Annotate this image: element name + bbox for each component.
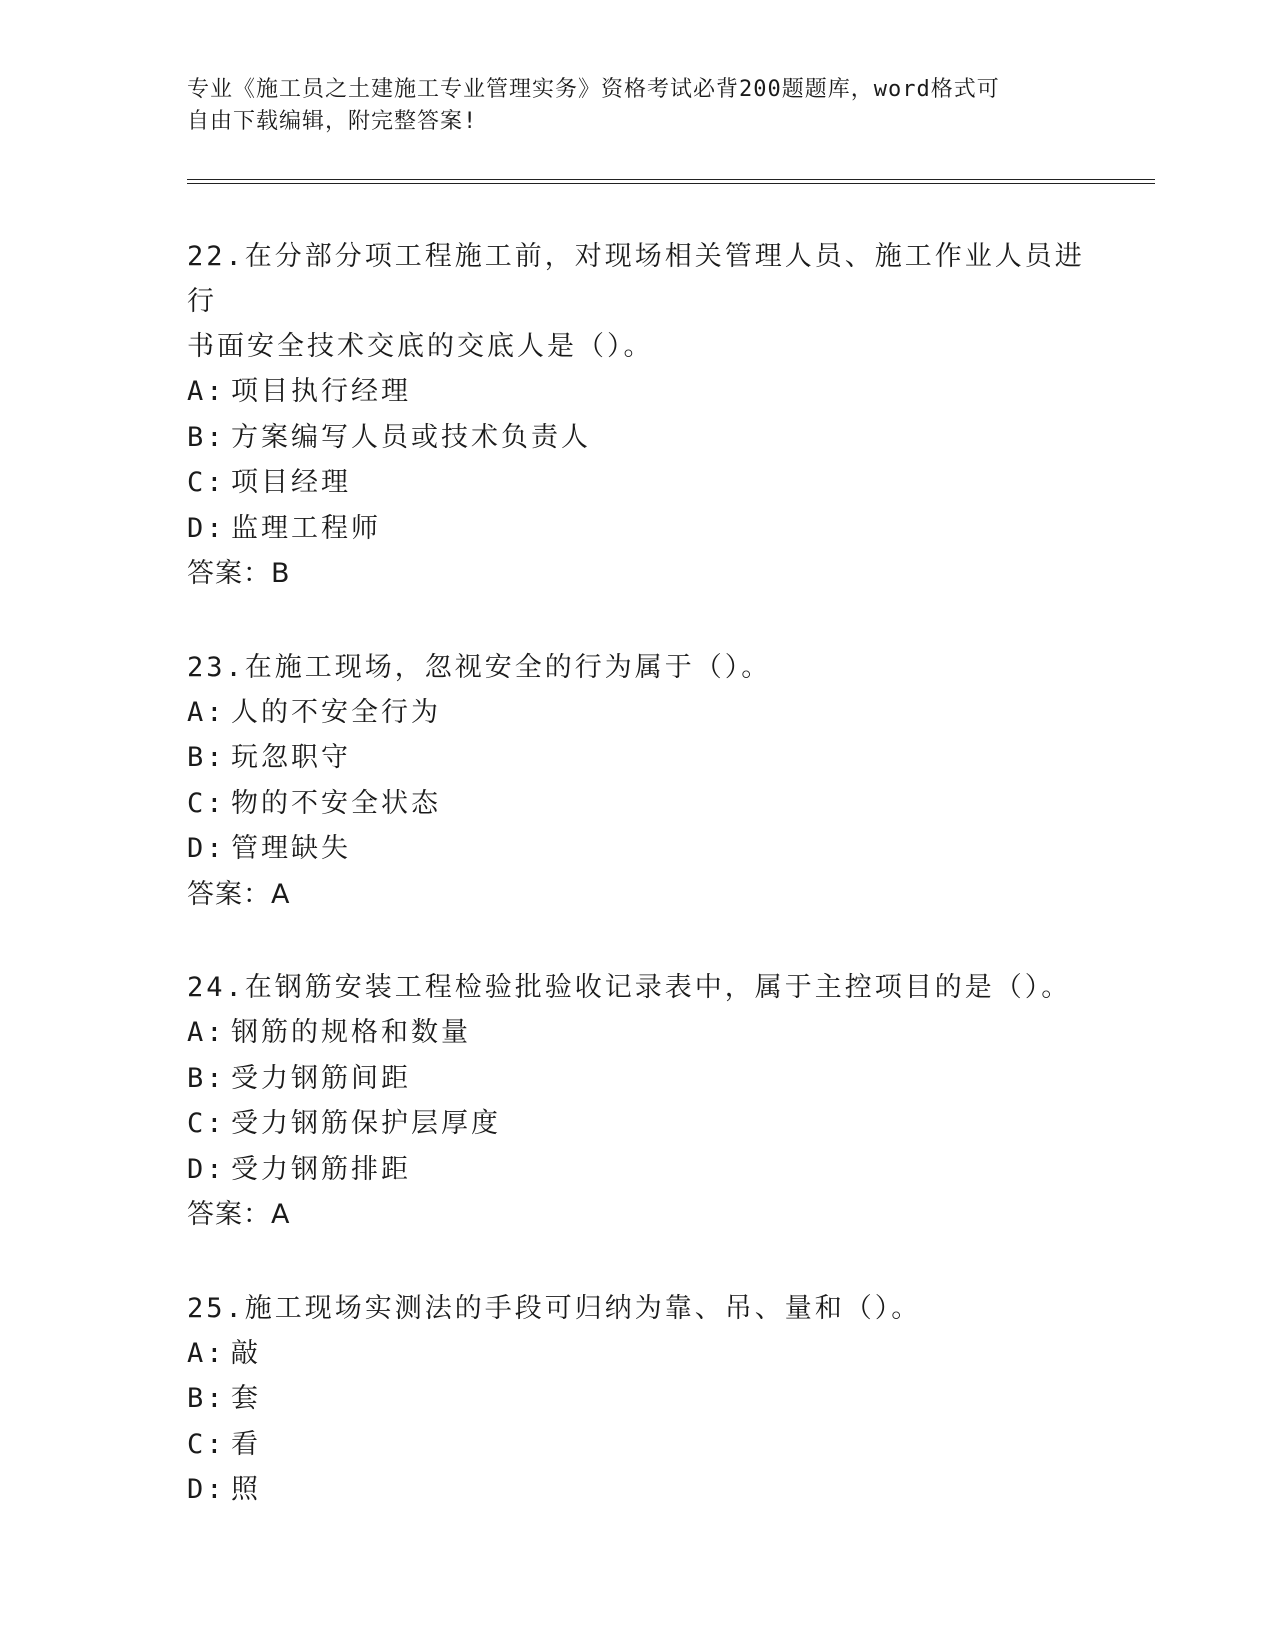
option-letter: B: (187, 742, 226, 773)
option-letter: D: (187, 833, 226, 864)
answer-line: 答案：B (187, 558, 291, 589)
option-d (187, 826, 1087, 872)
option-a (187, 690, 1087, 736)
option-text: 看 (231, 1428, 261, 1460)
option-text: 物的不安全状态 (231, 787, 441, 819)
option-letter: C: (187, 787, 226, 819)
option-letter: B: (187, 1383, 226, 1414)
answer-line: 答案：A (187, 1199, 291, 1230)
option-letter: C: (187, 467, 226, 498)
header-line-2: 自由下载编辑，附完整答案! (187, 109, 478, 134)
question-22 (187, 234, 1087, 597)
option-letter: B: (187, 421, 226, 453)
question-stem: 22.在分部分项工程施工前，对现场相关管理人员、施工作业人员进行 (187, 241, 1085, 317)
option-text: 受力钢筋排距 (231, 1153, 411, 1185)
option-c (187, 1422, 1087, 1468)
option-text: 受力钢筋保护层厚度 (231, 1108, 501, 1139)
option-text: 受力钢筋间距 (231, 1062, 411, 1094)
option-text: 玩忽职守 (231, 742, 351, 773)
option-text: 项目执行经理 (231, 376, 411, 407)
question-stem: 24.在钢筋安装工程检验批验收记录表中，属于主控项目的是（）。 (187, 972, 1072, 1003)
option-b (187, 1056, 1087, 1102)
option-letter: D: (187, 512, 226, 544)
option-letter: B: (187, 1062, 226, 1094)
option-text: 钢筋的规格和数量 (231, 1017, 471, 1048)
option-text: 管理缺失 (231, 833, 351, 864)
option-a (187, 1331, 1087, 1377)
option-c (187, 1101, 1087, 1147)
option-text: 敲 (231, 1337, 261, 1369)
question-23 (187, 645, 1087, 918)
option-c (187, 460, 1087, 506)
option-b (187, 1376, 1087, 1422)
question-stem: 23.在施工现场，忽视安全的行为属于（）。 (187, 651, 772, 683)
option-d (187, 1147, 1087, 1193)
option-c (187, 781, 1087, 827)
option-d (187, 1467, 1087, 1513)
document-header (187, 74, 1067, 138)
option-letter: D: (187, 1153, 226, 1185)
answer-line: 答案：A (187, 878, 291, 910)
option-letter: C: (187, 1428, 226, 1460)
option-letter: A: (187, 376, 226, 407)
header-divider-bottom (187, 183, 1155, 184)
question-25 (187, 1286, 1087, 1513)
question-stem: 25.施工现场实测法的手段可归纳为靠、吊、量和（）。 (187, 1292, 922, 1324)
option-text: 套 (231, 1383, 261, 1414)
option-text: 监理工程师 (231, 512, 381, 544)
question-24 (187, 965, 1087, 1238)
option-letter: A: (187, 696, 226, 728)
option-d (187, 506, 1087, 552)
question-list (187, 234, 1087, 1561)
question-stem-continued: 书面安全技术交底的交底人是（）。 (187, 331, 654, 362)
option-letter: D: (187, 1474, 226, 1505)
option-letter: C: (187, 1108, 226, 1139)
option-text: 照 (231, 1474, 261, 1505)
header-line-1: 专业《施工员之土建施工专业管理实务》资格考试必背200题题库，word格式可 (187, 77, 1000, 102)
option-a (187, 369, 1087, 415)
option-b (187, 415, 1087, 461)
option-a (187, 1010, 1087, 1056)
option-text: 人的不安全行为 (231, 696, 441, 728)
header-divider-top (187, 179, 1155, 180)
option-text: 方案编写人员或技术负责人 (231, 421, 591, 453)
option-text: 项目经理 (231, 467, 351, 498)
option-b (187, 735, 1087, 781)
option-letter: A: (187, 1337, 226, 1369)
option-letter: A: (187, 1017, 226, 1048)
